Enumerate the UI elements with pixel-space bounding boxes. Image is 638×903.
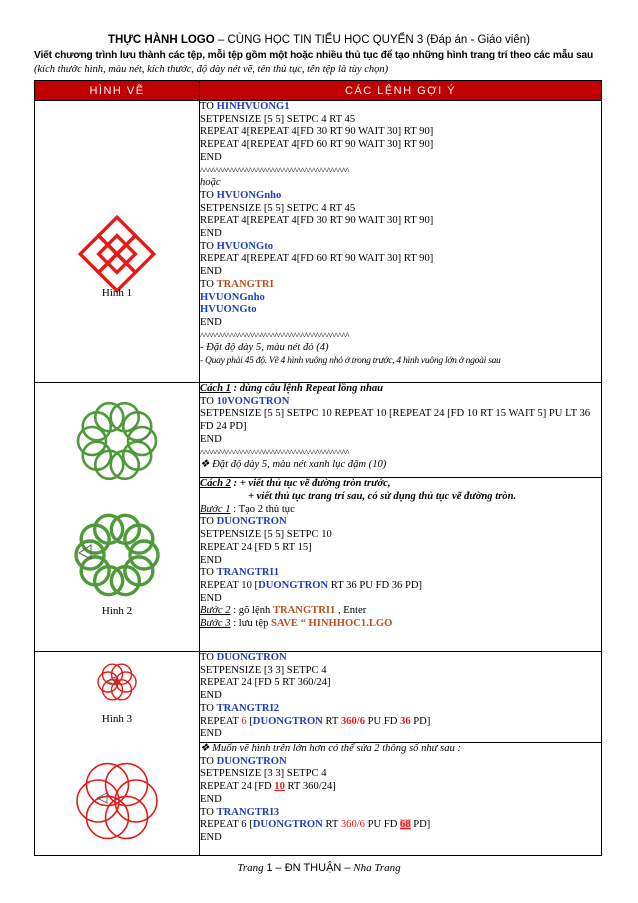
code-line: Bước 3 : lưu tệp SAVE “ HINHHOC1.LGO	[200, 618, 393, 630]
separator-line: ^^^^^^^^^^^^^^^^^^^^^^^^^^^^^^^^^^^^^^^^	[200, 330, 349, 341]
code-line: TO DUONGTRON	[200, 755, 287, 767]
diamond-bullet-icon: ❖	[200, 743, 213, 754]
code-line: END	[200, 433, 222, 445]
code-line: TO HINHVUONG1	[200, 101, 290, 112]
commands-cell-3a	[200, 652, 602, 743]
code-line: REPEAT 4[REPEAT 4[FD 30 RT 90 WAIT 30] RT 90]	[200, 215, 434, 227]
turtle-mark	[139, 433, 151, 443]
separator-line: ^^^^^^^^^^^^^^^^^^^^^^^^^^^^^^^^^^^^^^^^	[200, 165, 349, 176]
ring-circle	[111, 403, 139, 431]
col-header-commands: CÁC LỆNH GỢI Ý	[200, 81, 602, 101]
code-line: TO DUONGTRON	[200, 516, 287, 528]
code-line: END	[200, 151, 222, 163]
code-line: hoặc	[200, 177, 221, 189]
code-line: END	[200, 690, 222, 702]
code-line: END	[200, 592, 222, 604]
ring-circle	[130, 541, 158, 569]
code-line: REPEAT 6 [DUONGTRON RT 360/6 PU FD 36 PD]	[200, 715, 431, 727]
table-row	[35, 101, 602, 383]
code-line: Bước 2 : gõ lệnh TRANGTRI1 , Enter	[200, 605, 367, 617]
commands-cell-2b	[200, 478, 602, 652]
code-line: TO 10VONGTRON	[200, 395, 290, 407]
code-line: REPEAT 10 [DUONGTRON RT 36 PU FD 36 PD]	[200, 579, 423, 591]
code-line: TO HVUONGnho	[200, 189, 282, 201]
note-line: ❖ Đặt độ dày 5, màu nét xanh lục đậm (10)	[200, 459, 387, 471]
inner-square	[108, 254, 126, 272]
col-header-figure: HÌNH VẼ	[35, 81, 200, 101]
inner-square	[99, 245, 117, 263]
figure-1-squares	[35, 101, 200, 382]
code-line: HVUONGnho	[200, 291, 265, 303]
inner-square	[117, 245, 135, 263]
inner-square	[108, 236, 126, 254]
table-header-row	[35, 81, 602, 101]
ring-circle	[95, 451, 123, 479]
header-note: (Đáp án - Giáo viên)	[423, 34, 530, 46]
code-line: SETPENSIZE [3 3] SETPC 4	[200, 768, 327, 780]
code-line: REPEAT 4[REPEAT 4[FD 30 RT 90 WAIT 30] RT 90]	[200, 126, 434, 138]
code-line: REPEAT 24 [FD 10 RT 360/24]	[200, 781, 336, 793]
figure-3-circles	[35, 652, 200, 855]
figure-cell-2	[35, 383, 200, 652]
code-line: END	[200, 831, 222, 843]
note-line: ❖ Muốn vẽ hình trên lớn hơn có thể sửa 2 thông số như sau :	[200, 743, 461, 754]
code-line: END	[200, 728, 222, 740]
code-line: REPEAT 24 [FD 5 RT 15]	[200, 541, 312, 553]
figure-1-label: Hình 1	[101, 287, 133, 299]
code-line: REPEAT 4[REPEAT 4[FD 60 RT 90 WAIT 30] RT 90]	[200, 139, 434, 151]
ring-circle	[111, 451, 139, 479]
code-line: SETPENSIZE [3 3] SETPC 4	[200, 664, 327, 676]
code-line: END	[200, 228, 222, 240]
code-line: SETPENSIZE [5 5] SETPC 4 RT 45	[200, 113, 356, 125]
code-line: SETPENSIZE [5 5] SETPC 10	[200, 529, 332, 541]
code-line: Cách 1 : dùng câu lệnh Repeat lồng nhau	[200, 383, 384, 394]
commands-cell-2a	[200, 383, 602, 478]
commands-cell-1	[200, 101, 602, 383]
instruction-sub: (kích thước hình, màu nét, kích thước, độ dày nét vẽ, tên thủ tục, tên tệp là tùy chọn)	[34, 64, 389, 75]
page-footer: Trang 1 – ĐN THUẬN – Nha Trang	[237, 862, 401, 874]
instruction: Viết chương trình lưu thành các tệp, mỗi tệp gồm một hoặc nhiều thủ tục để tạo những hình trang trí theo các mẫu sau	[34, 50, 594, 61]
figure-3-label: Hình 3	[101, 713, 133, 725]
code-line: REPEAT 6 [DUONGTRON RT 360/6 PU FD 68 PD]	[200, 819, 431, 831]
code-line: TO HVUONGto	[200, 240, 274, 252]
figure-2-label: Hình 2	[101, 605, 133, 617]
page-header	[0, 34, 638, 46]
code-line: HVUONGto	[200, 304, 257, 316]
code-line: REPEAT 4[REPEAT 4[FD 60 RT 90 WAIT 30] RT 90]	[200, 253, 434, 265]
code-line: END	[200, 316, 222, 328]
table-row	[35, 652, 602, 743]
separator-line: ^^^^^^^^^^^^^^^^^^^^^^^^^^^^^^^^^^^^^^^^	[200, 447, 349, 458]
code-line: TO TRANGTRI1	[200, 567, 279, 579]
code-line: TO TRANGTRI3	[200, 806, 279, 818]
code-line: Bước 1 : Tạo 2 thủ tục	[200, 503, 295, 515]
code-line: END	[200, 554, 222, 566]
code-line: END	[200, 266, 222, 278]
code-line: SETPENSIZE [5 5] SETPC 10 REPEAT 10 [REPEAT 24 [FD 10 RT 15 WAIT 5] PU LT 36 FD 24 PD]	[200, 408, 591, 433]
ring-circle	[123, 442, 151, 470]
exercise-table	[34, 80, 602, 856]
header-rest: – CÙNG HỌC TIN TIỂU HỌC QUYỂN 3	[214, 34, 424, 46]
code-line: + viết thủ tục trang trí sau, có sử dụng thủ tục vẽ đường tròn.	[248, 491, 517, 503]
code-line: SETPENSIZE [5 5] SETPC 4 RT 45	[200, 202, 356, 214]
ring-circle	[95, 403, 123, 431]
header-brand: THỰC HÀNH LOGO	[108, 34, 215, 46]
commands-cell-3b	[200, 743, 602, 856]
figure-cell-3	[35, 652, 200, 856]
note-line: - Đặt độ dày 5, màu nét đỏ (4)	[200, 342, 329, 354]
table-row	[35, 383, 602, 478]
ring-circle	[83, 412, 111, 440]
diamond-bullet-icon: ❖	[200, 459, 213, 471]
code-line: REPEAT 24 [FD 5 RT 360/24]	[200, 677, 331, 689]
code-line: TO DUONGTRON	[200, 652, 287, 663]
figure-cell-1	[35, 101, 200, 383]
ring-circle	[83, 442, 111, 470]
note-line: - Quay phải 45 độ. Vẽ 4 hình vuông nhỏ ở trong trước, 4 hình vuông lớn ở ngoài sau	[200, 355, 501, 367]
code-line: END	[200, 793, 222, 805]
ring-circle	[78, 427, 106, 455]
code-line: TO TRANGTRI	[200, 278, 274, 290]
code-line: TO TRANGTRI2	[200, 702, 279, 714]
code-line: Cách 2 : + viết thủ tục vẽ đường tròn trước,	[200, 478, 391, 490]
